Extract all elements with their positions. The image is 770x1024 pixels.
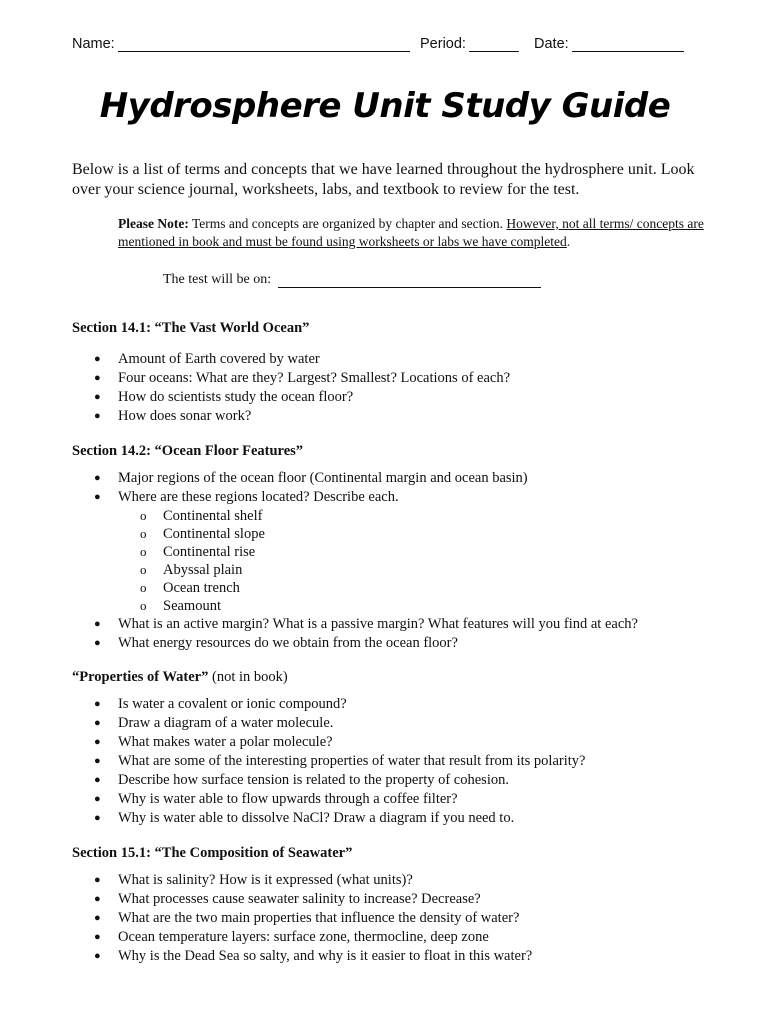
sub-list-item: o Ocean trench [140,580,240,596]
section-heading: Section 15.1: “The Composition of Seawater” [72,845,353,861]
list-item: ● Major regions of the ocean floor (Continental margin and ocean basin) [94,470,528,486]
intro-paragraph: Below is a list of terms and concepts that we have learned throughout the hydrosphere unit. Look over your science journal, worksheets, labs, and textbook to review for the test. [72,161,695,198]
bullet-icon: ● [94,698,101,710]
list-item: ● Where are these regions located? Describe each. [94,489,399,505]
bullet-icon: ● [94,931,101,943]
test-date-label: The test will be on: [163,272,272,287]
bullet-icon: ● [94,372,101,384]
list-item: ● Four oceans: What are they? Largest? Smallest? Locations of each? [94,370,511,386]
list-item: ● Is water a covalent or ionic compound? [94,696,347,712]
section-list [0,469,638,653]
please-note [118,215,718,250]
list-item: ● What makes water a polar molecule? [94,734,333,750]
period-label: Period: [420,36,466,52]
name-label: Name: [72,36,115,52]
sub-list-item: o Abyssal plain [140,562,243,578]
list-item: ● What are the two main properties that influence the density of water? [94,910,520,926]
note-underlined: However, not all terms/ concepts are mentioned in book and must be found using worksheets or labs we have completed [118,216,704,249]
list-item: ● Ocean temperature layers: surface zone, thermocline, deep zone [94,929,489,945]
circle-bullet-icon: o [140,598,147,613]
note-label: Please Note: [118,216,189,231]
name-field [72,36,410,52]
bullet-icon: ● [94,755,101,767]
list-item: ● How does sonar work? [94,408,252,424]
circle-bullet-icon: o [140,562,147,577]
list-item: ● How do scientists study the ocean floor? [94,389,354,405]
period-blank [469,37,519,52]
bullet-icon: ● [94,491,101,503]
bullet-icon: ● [94,472,101,484]
circle-bullet-icon: o [140,544,147,559]
list-item: ● What are some of the interesting properties of water that result from its polarity? [94,753,586,769]
bullet-icon: ● [94,618,101,630]
section-heading-title: “Properties of Water” [72,669,209,685]
section-heading: Section 14.2: “Ocean Floor Features” [72,443,304,459]
sub-list-item: o Seamount [140,598,221,614]
header-fields [72,36,686,56]
note-end: . [566,233,571,249]
date-label: Date: [534,36,569,52]
sub-list-item: o Continental rise [140,544,256,560]
list-item: ● What is salinity? How is it expressed (what units)? [94,872,413,888]
list-item: ● Why is water able to flow upwards through a coffee filter? [94,791,458,807]
list-item: ● What processes cause seawater salinity to increase? Decrease? [94,891,481,907]
list-item: ● Draw a diagram of a water molecule. [94,715,334,731]
test-date-line [163,272,541,288]
bullet-icon: ● [94,812,101,824]
bullet-icon: ● [94,736,101,748]
bullet-icon: ● [94,874,101,886]
list-item: ● What energy resources do we obtain from the ocean floor? [94,635,458,651]
list-item: ● Why is the Dead Sea so salty, and why is it easier to float in this water? [94,948,533,964]
date-blank [572,37,684,52]
section-heading: Section 14.1: “The Vast World Ocean” [72,320,310,336]
sub-list-item: o Continental shelf [140,508,263,524]
section-list [0,350,510,426]
section-heading [72,669,288,686]
page-title: Hydrosphere Unit Study Guide [99,86,671,126]
circle-bullet-icon: o [140,580,147,595]
date-field [534,36,684,52]
list-item: ● Describe how surface tension is related to the property of cohesion. [94,772,509,788]
list-item: ● What is an active margin? What is a passive margin? What features will you find at each? [94,616,638,632]
section-list [0,871,532,966]
bullet-icon: ● [94,410,101,422]
note-text: Terms and concepts are organized by chapter and section. [191,216,504,231]
test-date-blank [278,274,541,288]
bullet-icon: ● [94,717,101,729]
sub-list-item: o Continental slope [140,526,265,542]
list-item: ● Amount of Earth covered by water [94,351,320,367]
bullet-icon: ● [94,912,101,924]
circle-bullet-icon: o [140,508,147,523]
list-item: ● Why is water able to dissolve NaCl? Draw a diagram if you need to. [94,810,515,826]
bullet-icon: ● [94,774,101,786]
bullet-icon: ● [94,353,101,365]
name-blank [118,37,410,52]
bullet-icon: ● [94,950,101,962]
period-field [420,36,519,52]
circle-bullet-icon: o [140,526,147,541]
bullet-icon: ● [94,793,101,805]
bullet-icon: ● [94,893,101,905]
bullet-icon: ● [94,637,101,649]
bullet-icon: ● [94,391,101,403]
section-list [0,695,585,828]
section-heading-note: (not in book) [208,669,288,685]
